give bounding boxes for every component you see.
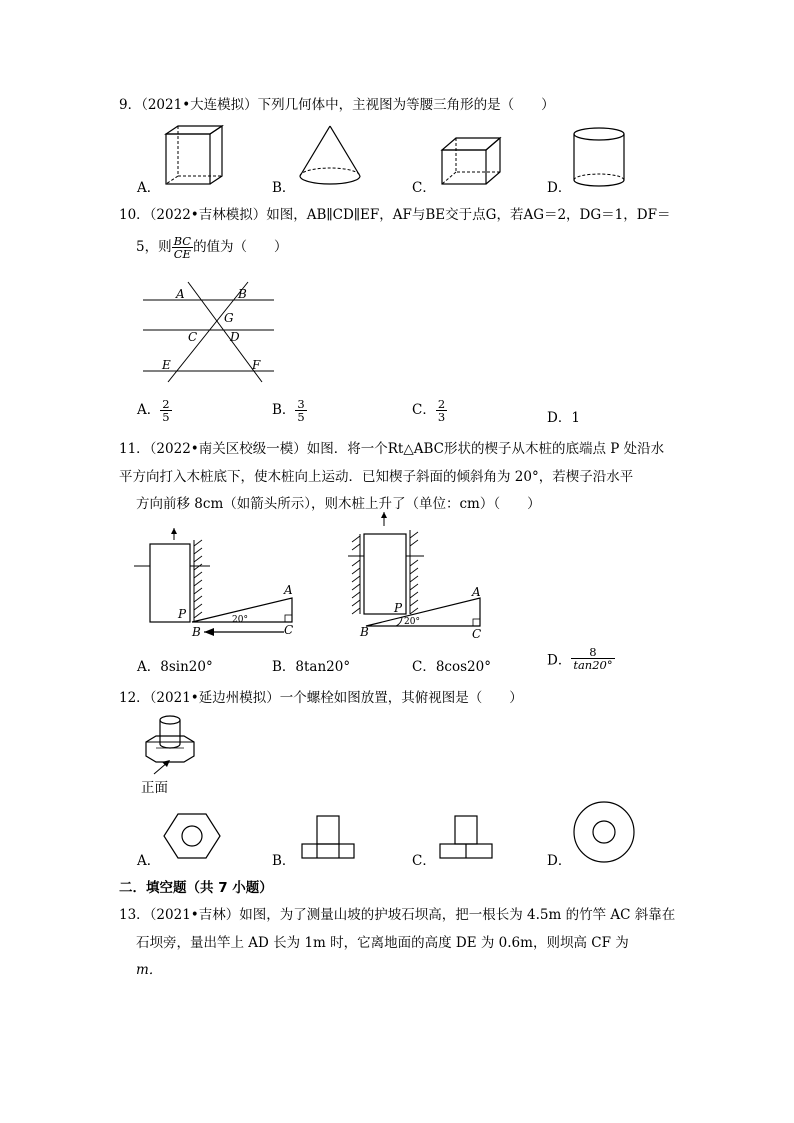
question-13-stem-line2: 石坝旁，量出竿上 AD 长为 1m 时，它离地面的高度 DE 为 0.6m，则坝高 CF 为 <box>136 935 629 951</box>
bolt-front-view-c <box>440 816 496 862</box>
question-10-stem-line2 <box>136 232 288 262</box>
question-12-stem: 12．（2021•延边州模拟）一个螺栓如图放置，其俯视图是（ ） <box>119 690 523 706</box>
q10-line2-post: 的值为（ ） <box>193 239 288 255</box>
label-b: B <box>238 287 247 301</box>
cuboid-figure <box>440 136 504 188</box>
label-b: B <box>360 625 369 639</box>
label-p: P <box>178 607 187 621</box>
question-11-stem-line1: 11．（2022•南关区校级一模）如图．将一个Rt△ABC形状的楔子从木桩的底端点 P 处沿水 <box>119 441 665 457</box>
q10-option-b[interactable]: B． $\frac{3}{5}$ <box>272 397 305 424</box>
q9-option-b[interactable]: B． <box>272 180 296 196</box>
q10-fraction: $\frac{BC}{CE}$ <box>173 234 192 261</box>
bolt-figure <box>140 712 200 774</box>
concentric-circles-view <box>572 802 638 864</box>
angle-label: 20° <box>404 617 420 627</box>
parallel-lines-figure <box>140 282 280 382</box>
question-13-stem-line1: 13．（2021•吉林）如图，为了测量山坡的护坡石坝高，把一根长为 4.5m 的竹竿 AC 斜靠在 <box>119 907 676 923</box>
label-a: A <box>284 583 293 597</box>
label-c: C <box>284 623 294 637</box>
q9-option-d[interactable]: D． <box>547 180 572 196</box>
label-a: A <box>472 585 481 599</box>
question-13-stem-line3: m． <box>136 962 163 978</box>
label-d: D <box>230 330 240 344</box>
wedge-figure-2 <box>344 510 494 640</box>
label-a: A <box>176 287 185 301</box>
q12-option-b[interactable]: B． <box>272 853 296 869</box>
question-10-stem: 10．（2022•吉林模拟）如图，AB∥CD∥EF，AF与BE交于点G，若AG＝2，DG＝1，DF＝ <box>119 207 671 223</box>
question-9-stem: 9．（2021•大连模拟）下列几何体中，主视图为等腰三角形的是（ ） <box>119 97 555 113</box>
bolt-front-view-b <box>302 816 358 862</box>
label-f: F <box>252 358 261 372</box>
q11-option-c[interactable]: C．8cos20° <box>412 659 491 675</box>
q9-option-a[interactable]: A． <box>137 180 161 196</box>
label-p: P <box>394 601 403 615</box>
label-c: C <box>188 330 198 344</box>
q11-option-d[interactable]: D． $\frac{8}{\tan 20^\circ}$ <box>547 645 613 672</box>
section-title: 二．填空题（共 7 小题） <box>119 880 273 896</box>
q10-option-d[interactable]: D．1 <box>547 410 580 426</box>
cube-figure <box>160 124 230 188</box>
label-e: E <box>162 358 171 372</box>
wedge-figure-1 <box>134 526 294 644</box>
q12-option-a[interactable]: A． <box>137 853 161 869</box>
cylinder-figure <box>572 126 632 190</box>
q11-option-a[interactable]: A．8sin20° <box>137 659 213 675</box>
q10-line2-pre: 5，则 <box>136 239 172 255</box>
question-11-stem-line3: 方向前移 8cm（如箭头所示），则木桩上升了（单位：cm）（ ） <box>136 496 541 512</box>
label-c: C <box>472 627 482 641</box>
q12-option-c[interactable]: C． <box>412 853 436 869</box>
q11-option-b[interactable]: B．8tan20° <box>272 659 351 675</box>
q9-option-c[interactable]: C． <box>412 180 436 196</box>
q12-option-d[interactable]: D． <box>547 853 572 869</box>
label-b: B <box>192 625 201 639</box>
front-label: 正面 <box>141 780 168 796</box>
hexagon-view <box>164 812 224 862</box>
q10-option-c[interactable]: C． $\frac{2}{3}$ <box>412 397 446 424</box>
cone-figure <box>296 124 366 188</box>
q10-option-a[interactable]: A． $\frac{2}{5}$ <box>137 397 170 424</box>
question-11-stem-line2: 平方向打入木桩底下，使木桩向上运动．已知楔子斜面的倾斜角为 20°，若楔子沿水平 <box>119 469 634 485</box>
angle-label: 20° <box>232 615 248 625</box>
label-g: G <box>224 311 234 325</box>
